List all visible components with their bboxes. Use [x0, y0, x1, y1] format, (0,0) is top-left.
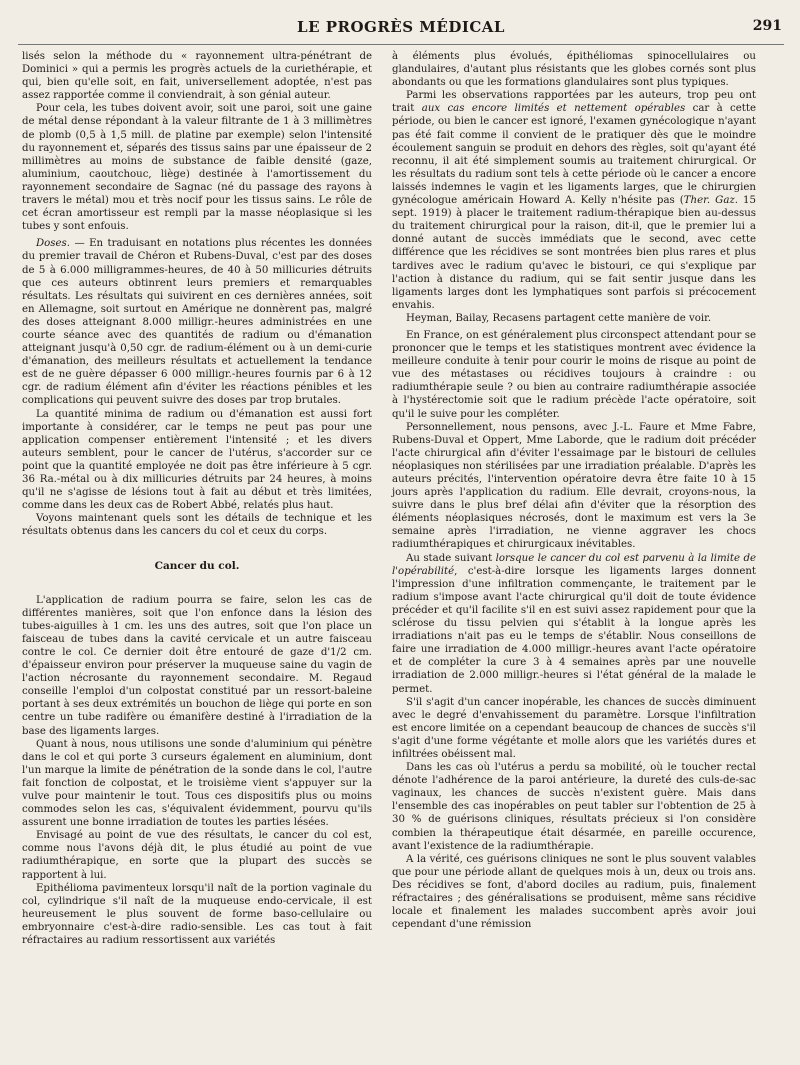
paragraph: Dans les cas où l'utérus a perdu sa mobilité, où le toucher rectal dénote l'adhérence de la paroi antérieure, la dureté des culs-de-sac vaginaux, les chances de succès n'existent guère. Mais dans l'ensemble des cas inopérables on peut tabler sur l'obtention de 25 à 30 % de guérisons cliniques, résultats précieux si l'on considère combien la thérapeutique était désarmée, en pareille occurence, avant l'existence de la radiumthérapie.: [392, 762, 756, 852]
paragraph: lisés selon la méthode du « rayonnement ultra-pénétrant de Dominici » qui a permis les progrès actuels de la curiethérapie, et qui, bien qu'elle soit, en fait, universellement adoptée, n'est pas assez rapportée comme il conviendrait, à son génial auteur.: [22, 51, 372, 102]
text-run: Parmi les observations rapportées par les auteurs, trop peu ont trait: [392, 90, 756, 115]
emphasis: lorsque le cancer du col est parvenu à la limite de l'opérabilité: [392, 552, 756, 577]
paragraph: à éléments plus évolués, épithéliomas spinocellulaires ou glandulaires, d'autant plus résistants que les globes cornés sont plus abondants ou que les formations glandulaires sont plus typiques.: [392, 51, 756, 89]
emphasis: aux cas encore limités et nettement opérables: [421, 103, 686, 115]
paragraph: A la vérité, ces guérisons cliniques ne sont le plus souvent valables que pour une période allant de quelques mois à un, deux ou trois ans. Des récidives se font, d'abord dociles au radium, puis, finalement réfractaires ; des généralisations se produisent, même sans récidive locale et finalement les malades succombent après avoir joui cependant d'une rémission: [392, 853, 756, 931]
left-column: [22, 50, 372, 947]
text-run: car à cette période, ou bien le cancer est ignoré, l'examen gynécologique n'ayant pas été fait comme il convient de le pratiquer dès que le moindre écoulement sanguin se produit en dehors des règles, soit qu'ayant été reconnu, il ait été simplement soumis au traitement chirurgical. Or les résultats du radium sont tels à cette période où le cancer a encore laissés indemnes le vagin et les ligaments larges, que le chirurgien gynécologue américain Howard A. Kelly n'hésite pas (: [392, 103, 756, 207]
text-run: Au stade suivant: [406, 552, 496, 564]
paragraph: [392, 89, 756, 312]
doses-label: Doses.: [36, 238, 71, 250]
doses-text: — En traduisant en notations plus récentes les données du premier travail de Chéron et Rubens-Duval, c'est par des doses de 5 à 6.000 milligrammes-heures, de 40 à 50 millicuries détruits que ces auteurs obtinrent leurs premiers et remarquables résultats. Les résultats qui suivirent en ces dernières années, soit en Allemagne, soit surtout en Amérique ne donnèrent pas, malgré des doses atteignant 8.000 milligr.-heures administrées en une courte séance avec des quantités de radium ou d'émanation atteignant jusqu'à 0,50 cgr. de radium-élément ou à un demi-curie d'émanation, des meilleurs résultats et actuellement la tendance est de ne guère dépasser 6 000 milligr.-heures fournis par 6 à 12 cgr. de radium élément afin d'éviter les réactions pénibles et les complications qui peuvent suivre des doses par trop brutales.: [22, 238, 372, 407]
paragraph: Heyman, Bailay, Recasens partagent cette manière de voir.: [406, 312, 712, 324]
right-column: [392, 50, 756, 931]
paragraph: S'il s'agit d'un cancer inopérable, les chances de succès diminuent avec le degré d'envahissement du paramètre. Lorsque l'infiltration est encore limitée on a cependant beaucoup de chances de succès s'il s'agit d'une forme végétante et molle alors que les variétés dures et infiltrées obéissent mal.: [392, 696, 756, 760]
paragraph: Quant à nous, nous utilisons une sonde d'aluminium qui pénètre dans le col et qui porte 3 curseurs également en aluminium, dont l'un marque la limite de pénétration de la sonde dans le col, l'autre fait fonction de colpostat, et le troisième vient s'appuyer sur la vulve pour maintenir le tout. Tous ces dispositifs plus ou moins commodes selon les cas, s'équivalent évidemment, pourvu qu'ils assurent une bonne irradiation de toutes les parties lésées.: [22, 738, 372, 829]
paragraph: Epithélioma pavimenteux lorsqu'il naît de la portion vaginale du col, cylindrique s'il naît de la muqueuse endo-cervicale, il est heureusement le plus souvent de forme baso-cellulaire ou embryonnaire c'est-à-dire radio-sensible. Les cas tout à fait réfractaires au radium ressortissent aux variétés: [22, 882, 372, 946]
section-heading: Cancer du col.: [154, 560, 240, 573]
paragraph: La quantité minima de radium ou d'émanation est aussi fort importante à considérer, car le temps ne peut pas pour une application compenser entièrement l'intensité ; et les divers auteurs semblent, pour le cancer de l'utérus, s'accorder sur ce point que la quantité employée ne doit pas être inférieure à 5 cgr. 36 Ra.-métal ou à dix millicuries détruits par 24 heures, à moins qu'il ne s'agisse de lésions tout à fait au début et très limitées, comme dans les deux cas de Robert Abbé, relatés plus haut.: [22, 408, 372, 512]
paragraph: Envisagé au point de vue des résultats, le cancer du col est, comme nous l'avons déjà dit, le plus étudié au point de vue radiumthérapique, en sorte que la plupart des succès se rapportent à lui.: [22, 830, 372, 881]
text-run: 15 sept. 1919) à placer le traitement radium-thérapique bien au-dessus du traitement chirurgical pour la raison, dit-il, que le premier lui a donné autant de succès immédiats que le second, avec cette différence que les récidives se sont montrées bien plus rares et plus tardives avec le radium qu'avec le bistouri, ce qui s'explique par l'action à distance du radium, qui se fait sentir jusque dans les ligaments larges dont les lymphatiques sont parfois si précocement envahis.: [392, 195, 757, 311]
paragraph: Voyons maintenant quels sont les détails de technique et les résultats obtenus dans les cancers du col et ceux du corps.: [22, 513, 372, 538]
running-header: [18, 14, 784, 45]
page-number: 291: [752, 18, 782, 34]
paragraph: Personnellement, nous pensons, avec J.-L. Faure et Mme Fabre, Rubens-Duval et Oppert, Mme Laborde, que le radium doit précéder l'acte chirurgical afin d'éviter l'essaimage par le bistouri de cellules néoplasiques non stérilisées par une irradiation préalable. D'après les auteurs précités, l'intervention opératoire devra être faite 10 à 15 jours après l'application du radium. Elle devrait, croyons-nous, la suivre dans le plus bref délai afin d'éviter que la résorption des éléments néoplasiques nécrosés, dont le maximum est vers la 3e semaine après l'irradiation, ne vienne aggraver les chocs radiumthérapiques et chirurgicaux inévitables.: [392, 421, 756, 551]
paragraph: En France, on est généralement plus circonspect attendant pour se prononcer que le temps et les statistiques montrent avec évidence la meilleure conduite à tenir pour courir le moins de risque au point de vue des métastases ou récidives toujours à craindre : ou radiumthérapie seule ? ou bien au contraire radiumthérapie associée à l'hystérectomie soit que le radium précède l'acte opératoire, soit qu'il le suive pour les compléter.: [392, 329, 756, 420]
text-run: , c'est-à-dire lorsque les ligaments larges donnent l'impression d'une infiltration commençante, le traitement par le radium s'impose avant l'acte chirurgical qu'il doit de toute évidence précéder et qu'il facilite s'il en est suivi assez rapidement pour que la sclérose du tissu pelvien qui s'établit à la longue après les irradiations n'ait pas eu le temps de s'établir. Nous conseillons de faire une irradiation de 4.000 milligr.-heures avant l'acte opératoire et de compléter la cure 3 à 4 semaines après par une nouvelle irradiation de 2.000 milligr.-heures si l'état général de la malade le permet.: [392, 565, 756, 695]
journal-title: LE PROGRÈS MÉDICAL: [297, 18, 505, 36]
paragraph-doses: [22, 237, 372, 407]
citation: Ther. Gaz.: [683, 195, 738, 207]
paragraph: [392, 552, 756, 696]
paragraph: Pour cela, les tubes doivent avoir, soit une paroi, soit une gaine de métal dense répondant à la valeur filtrante de 1 à 3 millimètres de plomb (0,5 à 1,5 mill. de platine par exemple) selon l'intensité du rayonnement et, séparés des tissus sains par une épaisseur de 2 millimètres au moins de substance de faible densité (gaze, aluminium, caoutchouc, liège) destinée à l'amortissement du rayonnement secondaire de Sagnac (né du passage des rayons à travers le métal) mou et très nocif pour les tissus sains. Le rôle de cet écran amortisseur est rempli par la masse néoplasique si les tubes y sont enfouis.: [22, 103, 372, 233]
paragraph: L'application de radium pourra se faire, selon les cas de différentes manières, soit que l'on enfonce dans la lésion des tubes-aiguilles à 1 cm. les uns des autres, soit que l'on place un faisceau de tubes dans la cavité cervicale et un autre faisceau contre le col. Ce dernier doit être entouré de gaze d'1/2 cm. d'épaisseur environ pour préserver la muqueuse saine du vagin de l'action nécrosante du rayonnement secondaire. M. Regaud conseille l'emploi d'un colpostat constitué par un ressort-baleine portant à ses deux extrémités un bouchon de liège qui porte en son centre un tube radifère ou émanifère destiné à l'irradiation de la base des ligaments larges.: [22, 594, 372, 737]
